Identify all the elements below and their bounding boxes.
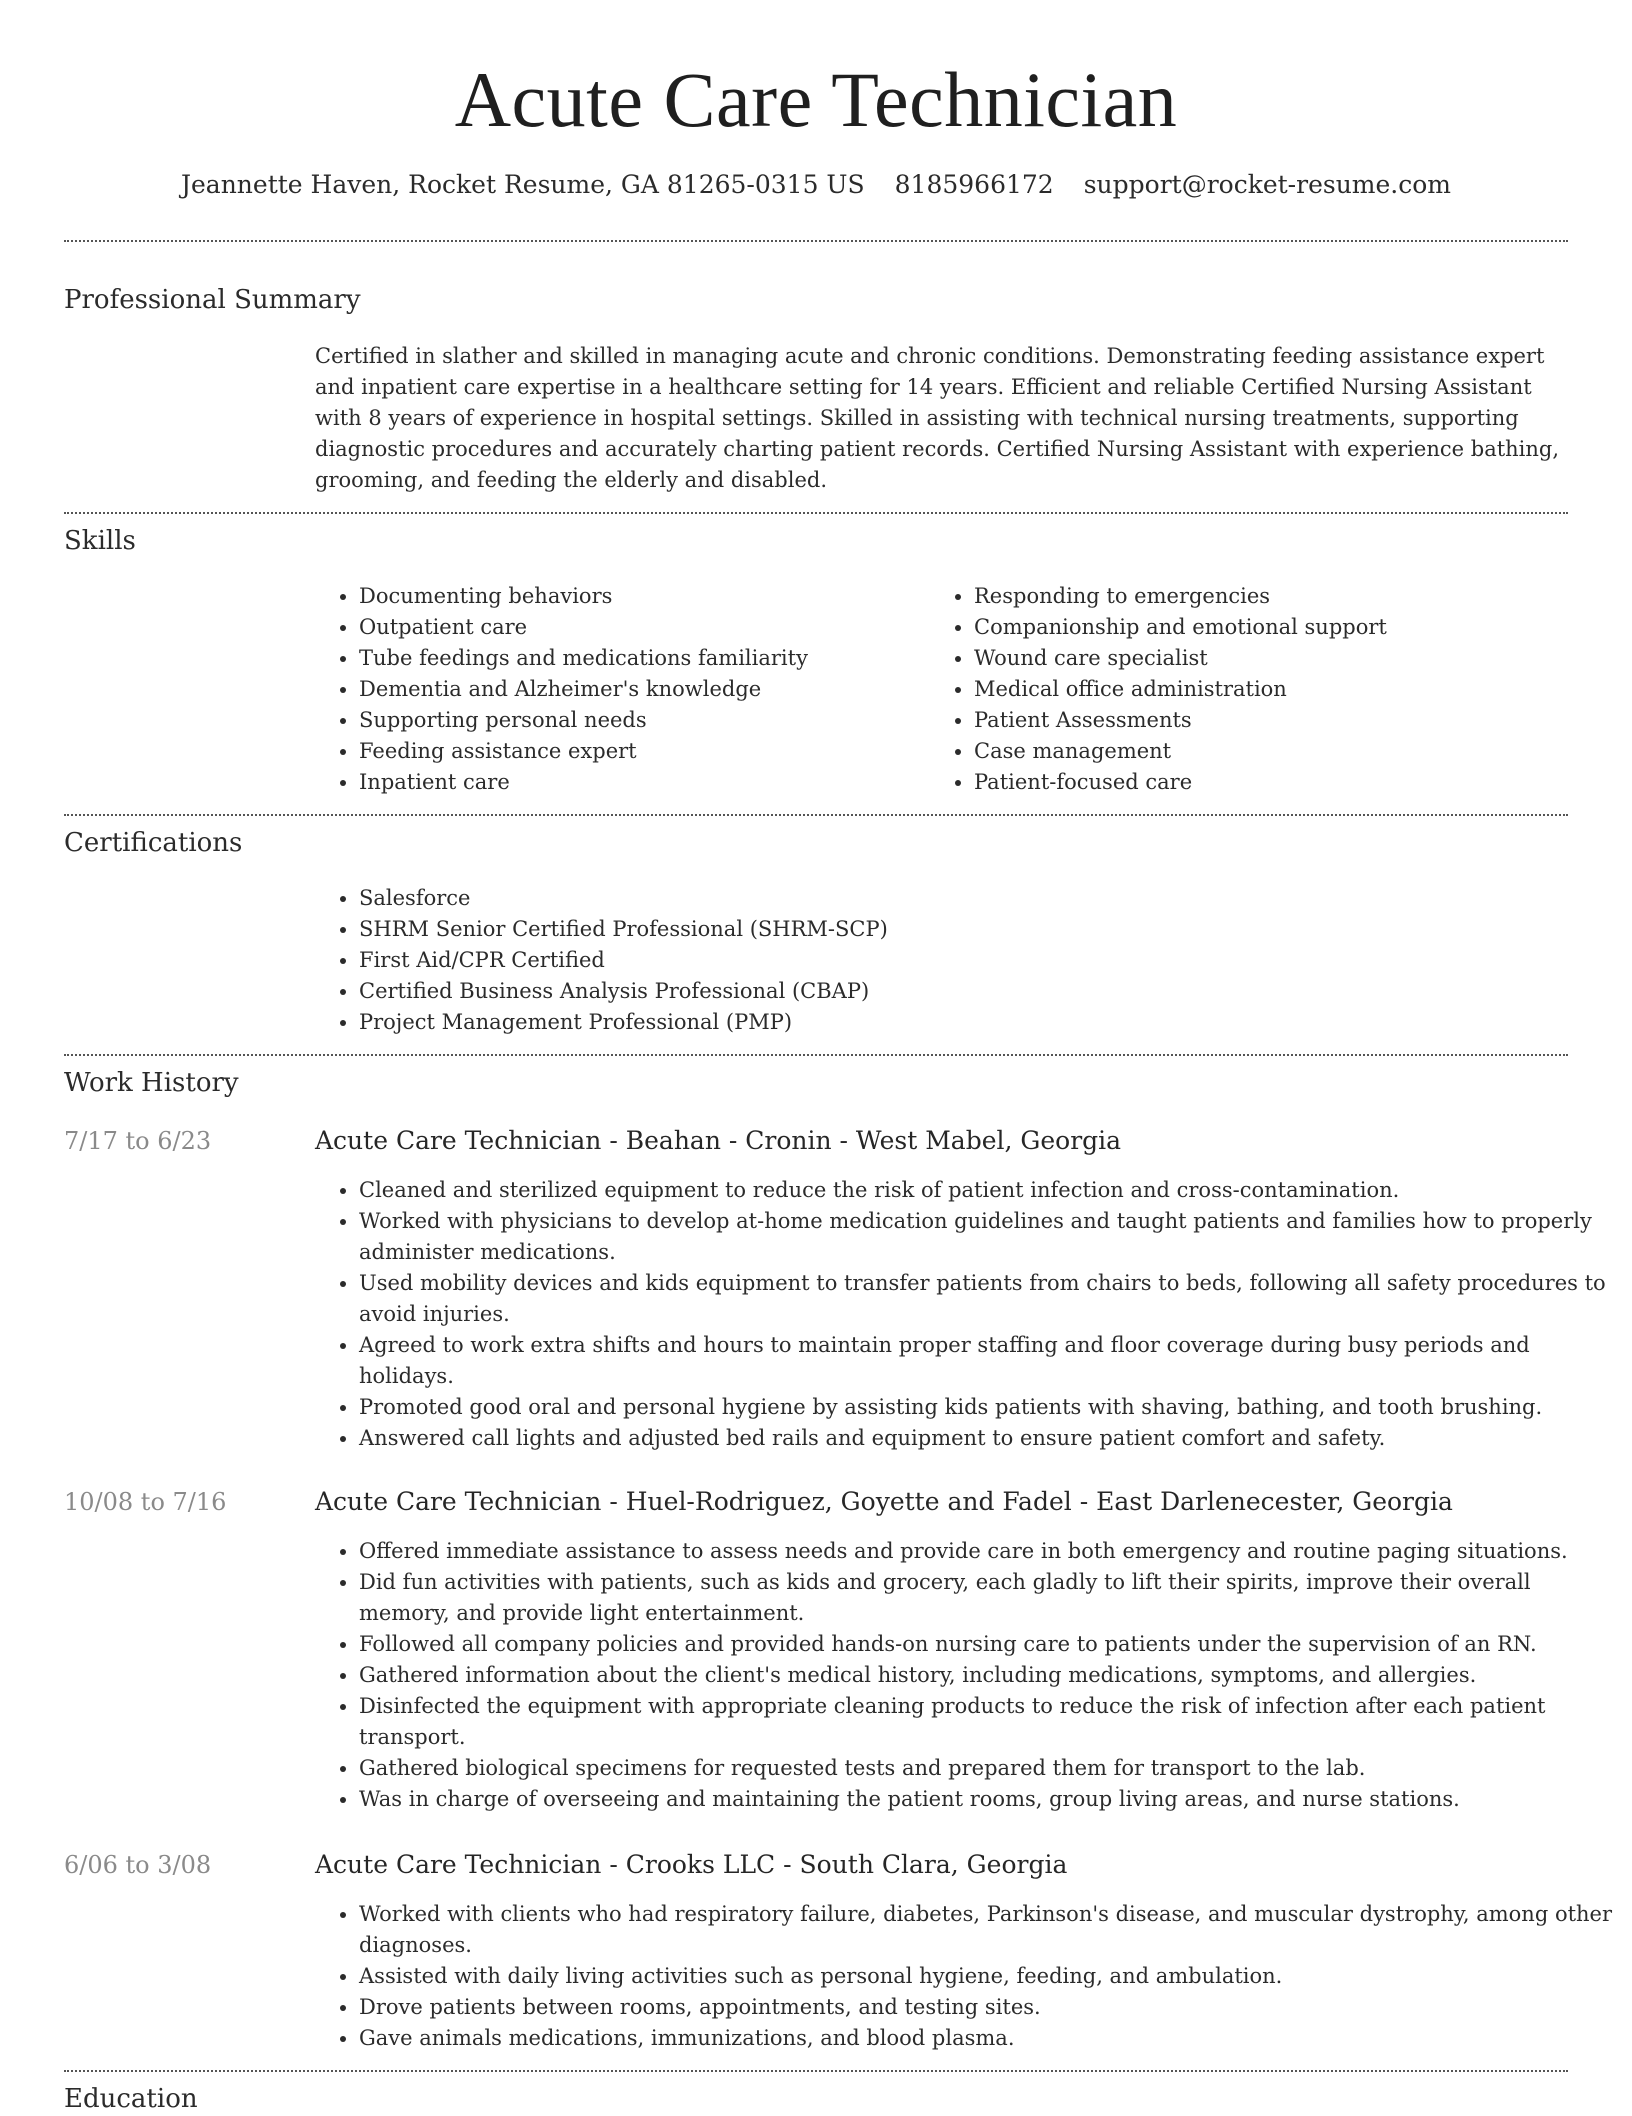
certification-item: • Salesforce bbox=[359, 883, 1559, 914]
work-history-heading: Work History bbox=[64, 1068, 239, 1098]
summary-heading: Professional Summary bbox=[64, 285, 361, 315]
skill-item: • Companionship and emotional support bbox=[974, 612, 1594, 643]
job-bullets bbox=[315, 1899, 1614, 2054]
job-bullet: • Gathered information about the client's medical history, including medications, symptoms, and allergies. bbox=[359, 1660, 1614, 1691]
job-date: 7/17 to 6/23 bbox=[64, 1127, 212, 1155]
job-bullet: • Disinfected the equipment with appropriate cleaning products to reduce the risk of infection after each patient transport. bbox=[359, 1691, 1614, 1753]
skill-item: • Outpatient care bbox=[359, 612, 919, 643]
job-bullet: • Answered call lights and adjusted bed rails and equipment to ensure patient comfort and safety. bbox=[359, 1423, 1614, 1454]
job-bullet: • Worked with physicians to develop at-home medication guidelines and taught patients and families how to properly administer medications. bbox=[359, 1206, 1614, 1268]
skill-item: • Patient Assessments bbox=[974, 705, 1594, 736]
job-bullet: • Drove patients between rooms, appointments, and testing sites. bbox=[359, 1992, 1614, 2023]
job-bullets bbox=[315, 1175, 1614, 1454]
job-bullet: • Worked with clients who had respiratory failure, diabetes, Parkinson's disease, and muscular dystrophy, among other diagnoses. bbox=[359, 1899, 1614, 1961]
section-divider bbox=[64, 2070, 1568, 2072]
section-divider bbox=[64, 814, 1568, 816]
job-title: Acute Care Technician - Beahan - Cronin - West Mabel, Georgia bbox=[315, 1126, 1122, 1155]
skills-list-right bbox=[930, 581, 1594, 798]
summary-text: Certified in slather and skilled in managing acute and chronic conditions. Demonstrating feeding assistance expert and inpatient care expertise in a healthcare setting for 14 years. Efficient and reliable Certified Nursing Assistant with 8 years of experience in hospital settings. Skilled in assisting with technical nursing treatments, supporting diagnostic procedures and accurately charting patient records. Certified Nursing Assistant with experience bathing, grooming, and feeding the elderly and disabled. bbox=[315, 344, 1560, 492]
job-bullet: • Promoted good oral and personal hygiene by assisting kids patients with shaving, bathing, and tooth brushing. bbox=[359, 1392, 1614, 1423]
job-bullet: • Offered immediate assistance to assess needs and provide care in both emergency and routine paging situations. bbox=[359, 1536, 1614, 1567]
certification-item: • Certified Business Analysis Professional (CBAP) bbox=[359, 976, 1559, 1007]
skills-list-left bbox=[315, 581, 919, 798]
skill-item: • Inpatient care bbox=[359, 767, 919, 798]
job-title: Acute Care Technician - Crooks LLC - South Clara, Georgia bbox=[315, 1850, 1068, 1879]
job-bullet: • Agreed to work extra shifts and hours to maintain proper staffing and floor coverage during busy periods and holidays. bbox=[359, 1330, 1614, 1392]
job-bullet: • Gathered biological specimens for requested tests and prepared them for transport to the lab. bbox=[359, 1753, 1614, 1784]
job-bullet: • Gave animals medications, immunizations, and blood plasma. bbox=[359, 2023, 1614, 2054]
job-bullet: • Did fun activities with patients, such as kids and grocery, each gladly to lift their spirits, improve their overall memory, and provide light entertainment. bbox=[359, 1567, 1614, 1629]
job-bullet: • Assisted with daily living activities such as personal hygiene, feeding, and ambulation. bbox=[359, 1961, 1614, 1992]
skill-item: • Patient-focused care bbox=[974, 767, 1594, 798]
job-bullets bbox=[315, 1536, 1614, 1815]
job-title: Acute Care Technician - Huel-Rodriguez, Goyette and Fadel - East Darlenecester, Georgia bbox=[315, 1487, 1453, 1516]
contact-email: support@rocket-resume.com bbox=[1083, 170, 1452, 199]
certification-item: • Project Management Professional (PMP) bbox=[359, 1007, 1559, 1038]
skill-item: • Supporting personal needs bbox=[359, 705, 919, 736]
job-bullet: • Was in charge of overseeing and maintaining the patient rooms, group living areas, and nurse stations. bbox=[359, 1784, 1614, 1815]
section-divider bbox=[64, 1054, 1568, 1056]
skills-heading: Skills bbox=[64, 526, 136, 556]
job-bullet: • Cleaned and sterilized equipment to reduce the risk of patient infection and cross-contamination. bbox=[359, 1175, 1614, 1206]
certification-item: • SHRM Senior Certified Professional (SHRM-SCP) bbox=[359, 914, 1559, 945]
skill-item: • Dementia and Alzheimer's knowledge bbox=[359, 674, 919, 705]
skill-item: • Responding to emergencies bbox=[974, 581, 1594, 612]
certifications-heading: Certifications bbox=[64, 828, 243, 858]
skill-item: • Medical office administration bbox=[974, 674, 1594, 705]
contact-phone: 8185966172 bbox=[894, 170, 1054, 199]
skill-item: • Case management bbox=[974, 736, 1594, 767]
skill-item: • Documenting behaviors bbox=[359, 581, 919, 612]
resume-title: Acute Care Technician bbox=[454, 56, 1178, 143]
skill-item: • Wound care specialist bbox=[974, 643, 1594, 674]
education-heading: Education bbox=[64, 2084, 198, 2114]
contact-address: Jeannette Haven, Rocket Resume, GA 81265-0315 US bbox=[180, 170, 865, 199]
certification-item: • First Aid/CPR Certified bbox=[359, 945, 1559, 976]
job-date: 6/06 to 3/08 bbox=[64, 1851, 212, 1879]
section-divider bbox=[64, 512, 1568, 514]
certifications-list bbox=[315, 883, 1559, 1038]
job-bullet: • Followed all company policies and provided hands-on nursing care to patients under the supervision of an RN. bbox=[359, 1629, 1614, 1660]
contact-line bbox=[0, 168, 1632, 202]
job-bullet: • Used mobility devices and kids equipment to transfer patients from chairs to beds, following all safety procedures to avoid injuries. bbox=[359, 1268, 1614, 1330]
job-date: 10/08 to 7/16 bbox=[64, 1488, 227, 1516]
skill-item: • Tube feedings and medications familiarity bbox=[359, 643, 919, 674]
skill-item: • Feeding assistance expert bbox=[359, 736, 919, 767]
section-divider bbox=[64, 240, 1568, 242]
